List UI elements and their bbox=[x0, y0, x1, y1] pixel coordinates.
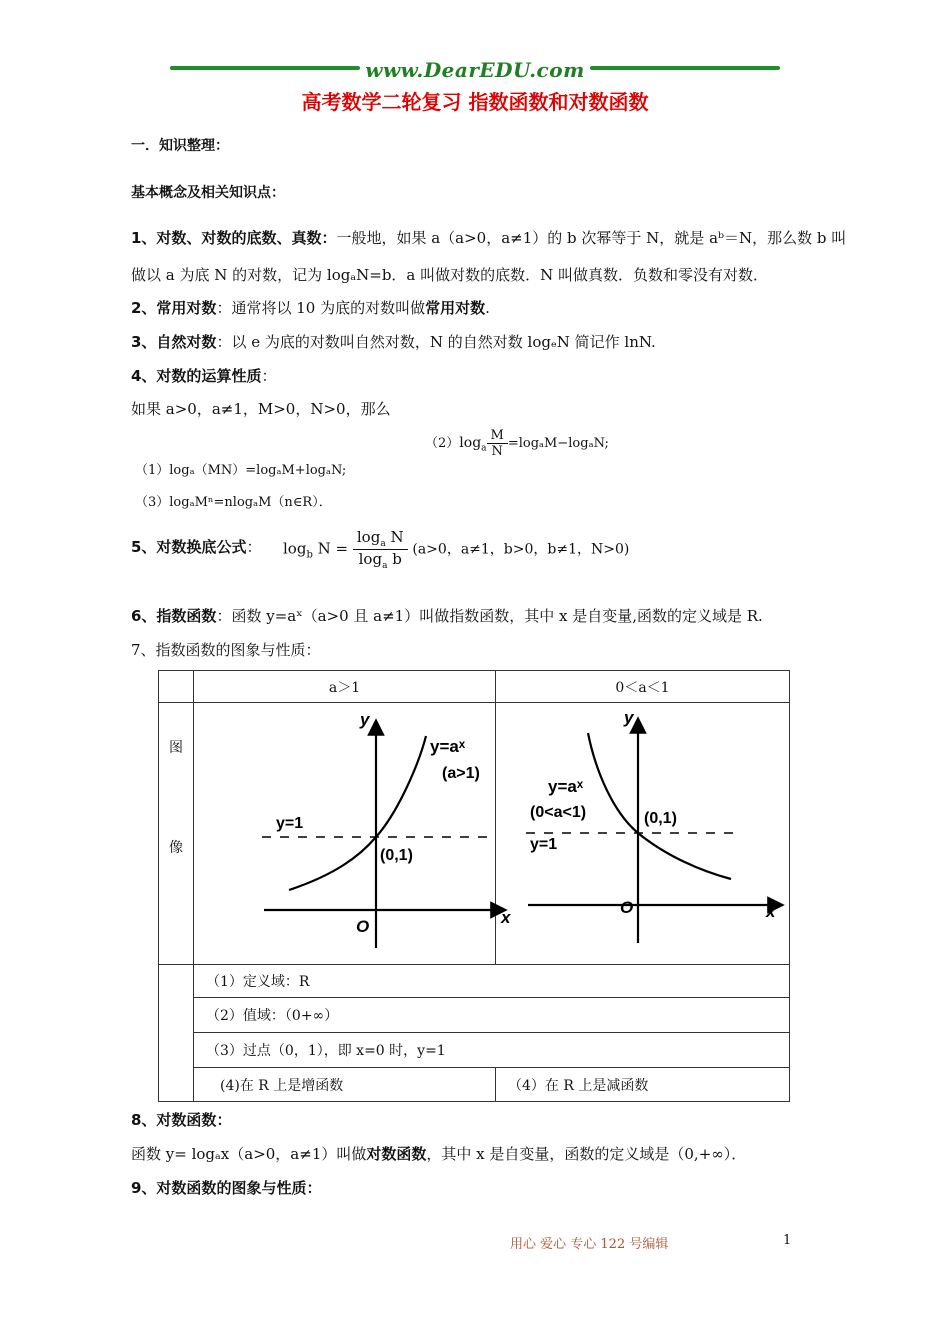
prop2-prefix: （2） bbox=[425, 436, 460, 451]
item6-text: ：函数 y=aˣ（a>0 且 a≠1）叫做指数函数，其中 x 是自变量,函数的定义域是 R. bbox=[216, 607, 763, 625]
curve-cond: (0<a<1) bbox=[530, 804, 587, 821]
prop2-fraction bbox=[487, 428, 508, 459]
props-row-label bbox=[159, 965, 194, 1102]
item3-label: 3、自然对数 bbox=[131, 333, 217, 351]
exp-curve-decreasing bbox=[588, 733, 731, 879]
item7: 7、指数函数的图象与性质： bbox=[131, 641, 321, 659]
item2-label: 2、常用对数 bbox=[131, 299, 217, 317]
graph-increasing bbox=[194, 703, 511, 964]
item1-text1: 一般地，如果 a（a>0，a≠1）的 b 次幂等于 N，就是 aᵇ＝N，那么数 b 叫 bbox=[336, 229, 847, 247]
point-label: (0,1) bbox=[644, 810, 677, 827]
formula-cond: (a>0，a≠1，b>0，b≠1，N>0) bbox=[412, 541, 630, 558]
item5-colon: ： bbox=[246, 538, 262, 556]
den-sub: a bbox=[382, 561, 388, 571]
page-number: 1 bbox=[783, 1233, 792, 1248]
origin-label: O bbox=[620, 898, 634, 917]
prop2-rest: =logₐM−logₐN; bbox=[507, 436, 609, 451]
num-log: log bbox=[356, 528, 381, 546]
item6-label: 6、指数函数 bbox=[131, 607, 217, 625]
prop-increasing: (4)在 R 上是增函数 bbox=[194, 1068, 496, 1102]
formula-num bbox=[353, 528, 408, 550]
prop-domain: （1）定义域：R bbox=[194, 965, 790, 998]
col-header-a-gt-1: a＞1 bbox=[194, 671, 496, 703]
item1-line2: 做以 a 为底 N 的对数，记为 logₐN=b．a 叫做对数的底数．N 叫做真数．负数和零没有对数． bbox=[131, 266, 769, 284]
prop-range: （2）值域：（0+∞） bbox=[194, 998, 790, 1033]
y-axis-label: y bbox=[360, 710, 370, 729]
formula-den bbox=[353, 550, 408, 571]
row-label-graph bbox=[159, 703, 194, 965]
item4-cond: 如果 a>0，a≠1，M>0，N>0，那么 bbox=[131, 400, 391, 418]
curve-cond: (a>1) bbox=[442, 765, 480, 782]
item9-label: 9、对数函数的图象与性质： bbox=[131, 1179, 322, 1197]
row-label-2: 像 bbox=[169, 840, 183, 856]
prop2 bbox=[425, 428, 609, 459]
prop3: （3）logₐMⁿ=nlogₐM（n∈R）． bbox=[135, 495, 332, 510]
section-heading: 一．知识整理： bbox=[131, 138, 229, 154]
lhs-arg: N = bbox=[317, 539, 349, 558]
item8-text1: 函数 y= logₐx（a>0，a≠1）叫做 bbox=[131, 1145, 367, 1163]
col-header-a-lt-1: 0＜a＜1 bbox=[496, 671, 790, 703]
lhs-sub: b bbox=[306, 549, 313, 561]
x-axis-label: x bbox=[501, 908, 511, 927]
den-log: log bbox=[358, 550, 383, 568]
origin-label: O bbox=[356, 917, 370, 936]
change-of-base-formula bbox=[283, 528, 629, 571]
graph-decreasing bbox=[496, 703, 789, 964]
item2-end: . bbox=[485, 299, 490, 317]
num-arg: N bbox=[390, 528, 404, 546]
item1-label: 1、对数、对数的底数、真数： bbox=[131, 229, 337, 247]
item2-bold: 常用对数 bbox=[425, 299, 486, 317]
row-label-1: 图 bbox=[169, 740, 183, 756]
item6 bbox=[131, 605, 763, 626]
prop2-den: N bbox=[491, 444, 503, 459]
point-label: (0,1) bbox=[380, 847, 413, 864]
item4-colon: ： bbox=[261, 367, 277, 385]
item8-text bbox=[131, 1143, 746, 1164]
item8-label: 8、对数函数： bbox=[131, 1111, 232, 1129]
item5-label: 5、对数换底公式 bbox=[131, 538, 247, 556]
graph-cell-decreasing bbox=[496, 703, 790, 965]
item8-text2: ，其中 x 是自变量，函数的定义域是（0,+∞）． bbox=[426, 1145, 747, 1163]
x-axis-label: x bbox=[766, 902, 776, 921]
table-corner bbox=[159, 671, 194, 703]
formula-fraction bbox=[353, 528, 408, 571]
curve-label: y=aˣ bbox=[548, 777, 584, 796]
den-arg: b bbox=[392, 550, 402, 568]
exp-curve-increasing bbox=[289, 736, 426, 890]
num-sub: a bbox=[380, 539, 386, 549]
prop2-num: M bbox=[487, 428, 508, 444]
prop1: （1）logₐ（MN）=logₐM+logₐN; bbox=[135, 463, 347, 478]
prop-point: （3）过点（0，1），即 x=0 时，y=1 bbox=[194, 1033, 790, 1068]
item2 bbox=[131, 297, 490, 318]
item3-text: ：以 e 为底的对数叫自然对数，N 的自然对数 logₑN 简记作 lnN. bbox=[216, 333, 656, 351]
prop2-sub: a bbox=[481, 443, 487, 454]
item1-line1 bbox=[131, 227, 846, 248]
y-axis-label: y bbox=[624, 708, 634, 727]
item2-text: ：通常将以 10 为底的对数叫做 bbox=[216, 299, 426, 317]
basic-heading: 基本概念及相关知识点： bbox=[131, 185, 285, 201]
item3 bbox=[131, 331, 656, 352]
item4-label: 4、对数的运算性质 bbox=[131, 367, 262, 385]
footer-credit: 用心 爱心 专心 122 号编辑 bbox=[510, 1237, 669, 1252]
brand-logo: www.DearEDU.com bbox=[365, 58, 585, 82]
curve-label: y=aˣ bbox=[430, 737, 466, 756]
prop-decreasing: （4）在 R 上是减函数 bbox=[496, 1068, 790, 1102]
lhs-log: log bbox=[283, 539, 307, 558]
graph-cell-increasing bbox=[194, 703, 511, 965]
item4 bbox=[131, 365, 276, 386]
line-label: y=1 bbox=[530, 836, 558, 853]
item5 bbox=[131, 536, 261, 557]
page-title: 高考数学二轮复习 指数函数和对数函数 bbox=[301, 90, 649, 114]
exp-properties-table bbox=[158, 670, 790, 1102]
prop2-log: log bbox=[459, 435, 482, 451]
item8-bold: 对数函数 bbox=[366, 1145, 427, 1163]
line-label: y=1 bbox=[276, 815, 304, 832]
